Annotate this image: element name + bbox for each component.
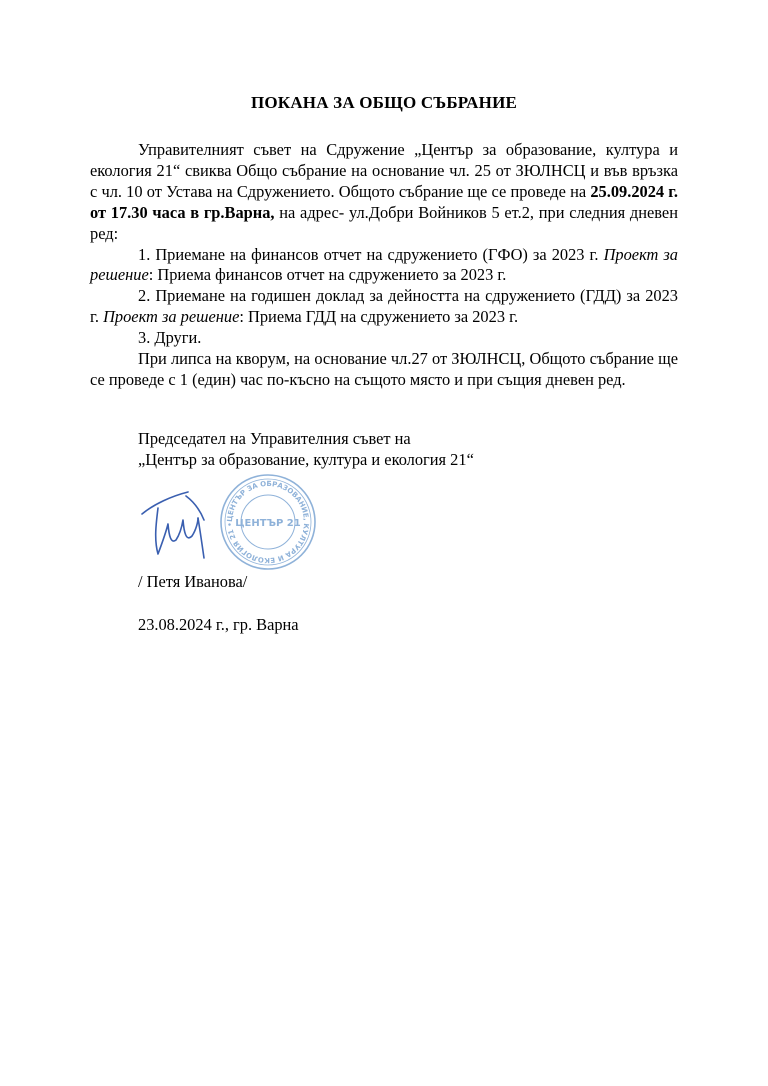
signatory-block — [138, 428, 474, 470]
draft-decision-text: : Приема ГДД на сдружението за 2023 г. — [239, 307, 519, 327]
intro-text-2: на адрес- ул.Добри Войников 5 ет.2, при следния дневен ред: — [90, 202, 678, 243]
draft-decision-text: : Приема финансов отчет на сдружението за 2023 г. — [148, 265, 507, 285]
agenda-item-text: 1. Приемане на финансов отчет на сдружението (ГФО) за 2023 г. — [138, 244, 604, 264]
intro-paragraph — [90, 140, 678, 245]
draft-decision-label: Проект за решение — [90, 244, 678, 285]
date-and-place: 23.08.2024 г., гр. Варна — [138, 615, 299, 634]
signature-svg — [128, 474, 328, 574]
handwritten-signature — [142, 492, 204, 558]
signature-and-stamp — [128, 474, 328, 574]
agenda-item-text: 3. Други. — [138, 328, 202, 348]
meeting-date-time: 25.09.2024 г. от 17.30 часа в гр.Варна, — [90, 181, 678, 222]
stamp-center-text: ЦЕНТЪР 21 — [235, 518, 301, 529]
organization-name: „Център за образование, култура и екология 21“ — [138, 450, 474, 469]
document-title: ПОКАНА ЗА ОБЩО СЪБРАНИЕ — [250, 93, 518, 112]
signatory-name: / Петя Иванова/ — [138, 572, 248, 591]
document-body — [90, 140, 678, 391]
signatory-title: Председател на Управителния съвет на — [138, 429, 411, 448]
quorum-paragraph: При липса на кворум, на основание чл.27 от ЗЮЛНСЦ, Общото събрание ще се проведе с 1 (един) час по-късно на същото място и при същия дневен ред. — [90, 349, 678, 389]
agenda-item-3 — [90, 328, 678, 349]
agenda-item-text: 2. Приемане на годишен доклад за дейността на сдружението (ГДД) за 2023 г. — [90, 286, 678, 327]
agenda-item-1 — [90, 245, 678, 287]
agenda-item-2 — [90, 286, 678, 328]
draft-decision-label: Проект за решение — [103, 307, 240, 327]
intro-text-1: Управителният съвет на Сдружение „Център за образование, култура и екология 21“ свиква Общо събрание на основание чл. 25 от ЗЮЛНСЦ и във връзка с чл. 10 от Устава на Сдружението. Общото събрание ще се проведе на — [90, 140, 678, 201]
stamp-ring-text: ЦЕНТЪР ЗА ОБРАЗОВАНИЕ, КУЛТУРА И ЕКОЛОГИЯ 21 • — [225, 479, 311, 565]
